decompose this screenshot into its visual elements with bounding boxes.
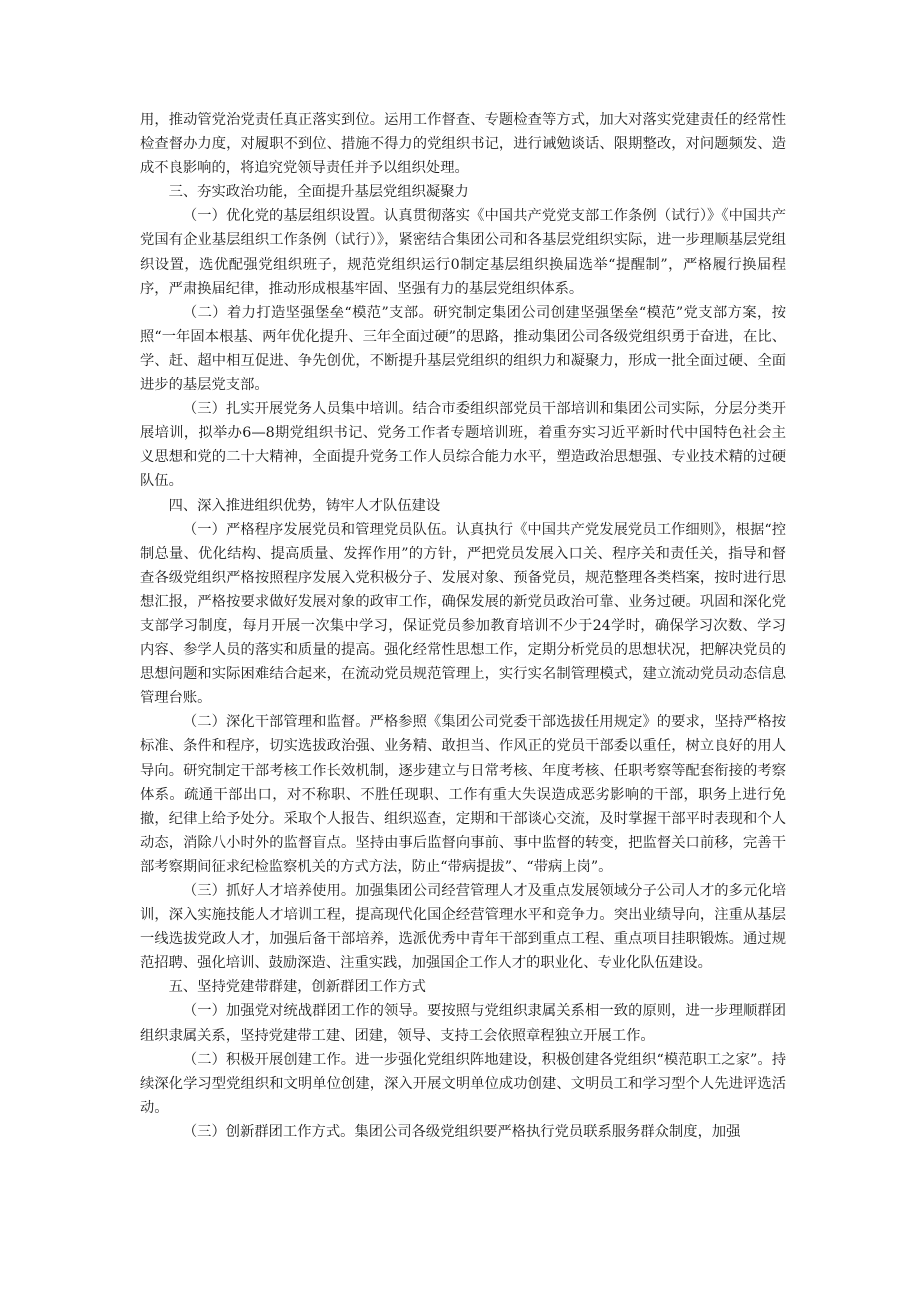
paragraph-3-3: （三）扎实开展党务人员集中培训。结合市委组织部党员干部培训和集团公司实际，分层分类开展培训，拟举办6—8期党组织书记、党务工作者专题培训班，着重夯实习近平新时代中国特色社会主义思想和党的二十大精神，全面提升党务工作人员综合能力水平，塑造政治思想强、专业技术精的过硬队伍。: [140, 401, 786, 490]
section-heading-4: 四、深入推进组织优势，铸牢人才队伍建设: [168, 497, 441, 514]
paragraph-4-2: （二）深化干部管理和监督。严格参照《集团公司党委干部选拔任用规定》的要求，坚持严格按标准、条件和程序，切实选拔政治强、业务精、敢担当、作风正的党员干部委以重任，树立良好的用人导向。研究制定干部考核工作长效机制，逐步建立与日常考核、年度考核、任职考察等配套衔接的考察体系。疏通干部出口，对不称职、不胜任现职、工作有重大失误造成恶劣影响的干部，职务上进行免撤，纪律上给予处分。采取个人报告、组织巡查，定期和干部谈心交流，及时掌握干部平时表现和个人动态，消除八小时外的监督盲点。坚持由事后监督向事前、事中监督的转变，把监督关口前移，完善干部考察期间征求纪检监察机关的方式方法，防止“带病提拔”、“带病上岗”。: [140, 714, 786, 875]
section-heading-5: 五、坚持党建带群建，创新群团工作方式: [168, 979, 426, 996]
paragraph-4-3: （三）抓好人才培养使用。加强集团公司经营管理人才及重点发展领域分子公司人才的多元化培训，深入实施技能人才培训工程，提高现代化国企经营管理水平和竞争力。突出业绩导向，注重从基层一线选拔党政人才，加强后备干部培养，选派优秀中青年干部到重点工程、重点项目挂职锻炼。通过规范招聘、强化培训、鼓励深造、注重实践，加强国企工作人才的职业化、专业化队伍建设。: [140, 883, 786, 972]
paragraph-3-2: （二）着力打造坚强堡垒“模范”支部。研究制定集团公司创建坚强堡垒“模范”党支部方案，按照“一年固本根基、两年优化提升、三年全面过硬”的思路，推动集团公司各级党组织勇于奋进，在比、学、赶、超中相互促进、争先创优，不断提升基层党组织的组织力和凝聚力，形成一批全面过硬、全面进步的基层党支部。: [140, 304, 786, 394]
paragraph-3-1: （一）优化党的基层组织设置。认真贯彻落实《中国共产党党支部工作条例（试行）》《中国共产党国有企业基层组织工作条例（试行）》，紧密结合集团公司和各基层党组织实际，进一步理顺基层党组织设置，选优配强党组织班子，规范党组织运行0制定基层组织换届选举“提醒制”，严格履行换届程序，严肃换届纪律，推动形成根基牢固、坚强有力的基层党组织体系。: [140, 208, 786, 297]
paragraph-5-1: （一）加强党对统战群团工作的领导。要按照与党组织隶属关系相一致的原则，进一步理顺群团组织隶属关系，坚持党建带工建、团建，领导、支持工会依照章程独立开展工作。: [140, 1003, 786, 1044]
document-body: [140, 108, 786, 1144]
paragraph-continuation: 用，推动管党治党责任真正落实到位。运用工作督查、专题检查等方式，加大对落实党建责任的经常性检查督办力度，对履职不到位、措施不得力的党组织书记，进行诫勉谈话、限期整改，对问题频发、造成不良影响的，将追究党领导责任并予以组织处理。: [140, 112, 786, 177]
paragraph-4-1: （一）严格程序发展党员和管理党员队伍。认真执行《中国共产党发展党员工作细则》，根据“控制总量、优化结构、提高质量、发挥作用”的方针，严把党员发展入口关、程序关和责任关，指导和督查各级党组织严格按照程序发展入党积极分子、发展对象、预备党员，规范整理各类档案，按时进行思想汇报，严格按要求做好发展对象的政审工作，确保发展的新党员政治可靠、业务过硬。巩固和深化党支部学习制度，每月开展一次集中学习，保证党员参加教育培训不少于24学时，确保学习次数、学习内容、参学人员的落实和质量的提高。强化经常性思想工作，定期分析党员的思想状况，把解决党员的思想问题和实际困难结合起来，在流动党员规范管理上，实行实名制管理模式，建立流动党员动态信息管理台账。: [140, 521, 786, 707]
section-heading-3: 三、夯实政治功能，全面提升基层党组织凝聚力: [168, 184, 469, 201]
paragraph-5-3: （三）创新群团工作方式。集团公司各级党组织要严格执行党员联系服务群众制度，加强: [182, 1123, 741, 1140]
paragraph-5-2: （二）积极开展创建工作。进一步强化党组织阵地建设，积极创建各党组织“模范职工之家”。持续深化学习型党组织和文明单位创建，深入开展文明单位成功创建、文明员工和学习型个人先进评选活动。: [140, 1051, 786, 1116]
